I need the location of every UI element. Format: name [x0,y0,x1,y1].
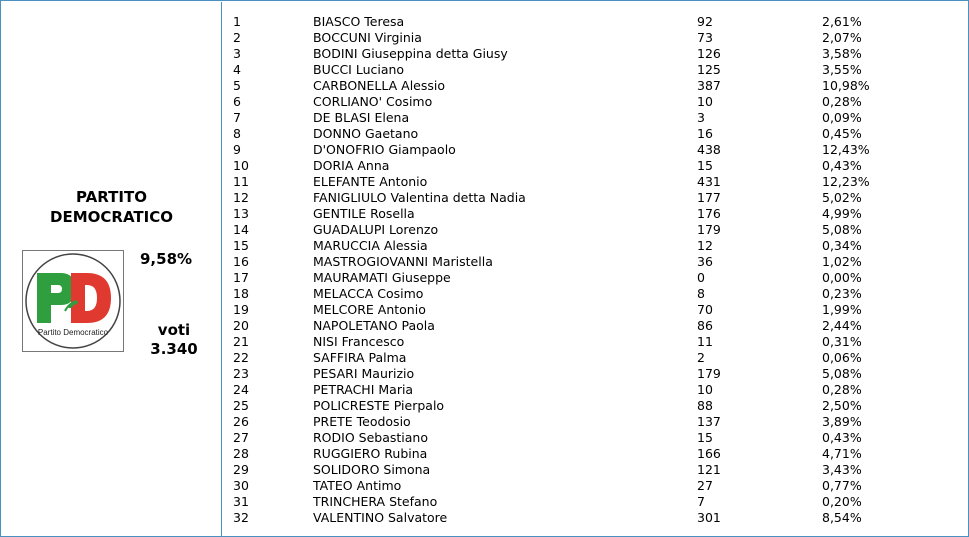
candidate-number: 32 [233,510,249,525]
candidate-votes: 125 [697,62,721,77]
candidate-number: 13 [233,206,249,221]
candidate-name: BUCCI Luciano [313,62,405,77]
candidate-votes: 7 [697,494,705,509]
candidate-name: MELACCA Cosimo [313,286,424,301]
candidate-percentage: 12,43% [822,142,870,157]
party-percentage: 9,58% [140,250,193,268]
candidate-number: 26 [233,414,249,429]
candidate-votes: 179 [697,366,721,381]
table-row [223,478,968,494]
table-row [223,30,968,46]
candidate-percentage: 3,43% [822,462,862,477]
candidate-votes: 121 [697,462,721,477]
candidate-name: NAPOLETANO Paola [313,318,435,333]
candidate-percentage: 12,23% [822,174,870,189]
candidate-percentage: 4,71% [822,446,862,461]
table-row [223,350,968,366]
candidate-name: TATEO Antimo [313,478,402,493]
candidate-percentage: 0,31% [822,334,862,349]
table-row [223,286,968,302]
candidate-votes: 431 [697,174,721,189]
candidate-percentage: 0,20% [822,494,862,509]
candidate-name: BODINI Giuseppina detta Giusy [313,46,508,61]
table-row [223,222,968,238]
candidate-name: SOLIDORO Simona [313,462,431,477]
candidate-number: 15 [233,238,249,253]
party-name-line2: DEMOCRATICO [50,208,173,226]
candidate-votes: 11 [697,334,713,349]
candidate-name: D'ONOFRIO Giampaolo [313,142,456,157]
table-row [223,414,968,430]
candidate-number: 8 [233,126,241,141]
table-row [223,238,968,254]
table-row [223,494,968,510]
table-row [223,94,968,110]
candidate-votes: 8 [697,286,705,301]
candidate-votes: 438 [697,142,721,157]
candidate-votes: 10 [697,94,713,109]
candidate-percentage: 10,98% [822,78,870,93]
candidate-name: ELEFANTE Antonio [313,174,428,189]
candidate-name: RUGGIERO Rubina [313,446,428,461]
candidate-votes: 137 [697,414,721,429]
votes-label: voti [157,321,191,339]
candidate-votes: 73 [697,30,713,45]
candidate-number: 10 [233,158,249,173]
table-row [223,46,968,62]
table-row [223,158,968,174]
candidate-percentage: 1,02% [822,254,862,269]
candidate-number: 24 [233,382,249,397]
candidate-percentage: 2,61% [822,14,862,29]
candidate-percentage: 5,08% [822,222,862,237]
candidate-votes: 179 [697,222,721,237]
candidate-votes: 387 [697,78,721,93]
table-row [223,190,968,206]
candidate-percentage: 3,89% [822,414,862,429]
candidate-name: RODIO Sebastiano [313,430,428,445]
candidate-number: 11 [233,174,249,189]
candidate-name: CARBONELLA Alessio [313,78,446,93]
candidate-votes: 176 [697,206,721,221]
candidate-name: MELCORE Antonio [313,302,426,317]
table-row [223,78,968,94]
table-row [223,462,968,478]
candidate-votes: 88 [697,398,713,413]
candidate-percentage: 0,77% [822,478,862,493]
candidate-percentage: 0,00% [822,270,862,285]
candidate-number: 28 [233,446,249,461]
candidate-votes: 12 [697,238,713,253]
candidate-name: MARUCCIA Alessia [313,238,428,253]
table-row [223,126,968,142]
candidate-votes: 86 [697,318,713,333]
candidate-number: 30 [233,478,249,493]
party-logo [22,250,124,352]
candidate-votes: 177 [697,190,721,205]
table-row [223,446,968,462]
candidate-name: VALENTINO Salvatore [313,510,448,525]
candidate-name: MAURAMATI Giuseppe [313,270,451,285]
party-name [2,187,221,227]
candidate-number: 19 [233,302,249,317]
candidate-votes: 126 [697,46,721,61]
candidate-percentage: 3,58% [822,46,862,61]
candidate-number: 1 [233,14,241,29]
candidate-votes: 10 [697,382,713,397]
table-row [223,366,968,382]
table-row [223,62,968,78]
candidate-percentage: 2,44% [822,318,862,333]
candidate-number: 14 [233,222,249,237]
candidate-name: TRINCHERA Stefano [313,494,438,509]
candidate-votes: 16 [697,126,713,141]
candidate-name: PESARI Maurizio [313,366,415,381]
candidate-number: 5 [233,78,241,93]
candidate-percentage: 0,34% [822,238,862,253]
candidate-votes: 2 [697,350,705,365]
candidate-percentage: 0,43% [822,430,862,445]
candidate-percentage: 3,55% [822,62,862,77]
candidate-votes: 36 [697,254,713,269]
candidate-percentage: 5,02% [822,190,862,205]
table-row [223,318,968,334]
candidate-percentage: 8,54% [822,510,862,525]
candidate-number: 22 [233,350,249,365]
table-row [223,430,968,446]
candidate-votes: 70 [697,302,713,317]
candidate-number: 18 [233,286,249,301]
candidate-number: 3 [233,46,241,61]
candidate-votes: 301 [697,510,721,525]
candidate-name: GUADALUPI Lorenzo [313,222,439,237]
table-row [223,142,968,158]
table-row [223,254,968,270]
candidate-votes: 166 [697,446,721,461]
table-row [223,398,968,414]
table-row [223,510,968,526]
candidate-number: 20 [233,318,249,333]
candidate-percentage: 0,45% [822,126,862,141]
candidate-name: FANIGLIULO Valentina detta Nadia [313,190,526,205]
candidate-percentage: 2,50% [822,398,862,413]
candidate-votes: 15 [697,430,713,445]
candidate-name: PETRACHI Maria [313,382,414,397]
candidate-percentage: 4,99% [822,206,862,221]
candidate-number: 4 [233,62,241,77]
table-row [223,334,968,350]
candidate-name: DONNO Gaetano [313,126,419,141]
candidate-percentage: 5,08% [822,366,862,381]
candidate-name: GENTILE Rosella [313,206,415,221]
logo-text: Partito Democratico [37,328,109,337]
table-row [223,174,968,190]
candidate-number: 31 [233,494,249,509]
party-name-line1: PARTITO [76,188,147,206]
candidate-number: 12 [233,190,249,205]
candidate-percentage: 2,07% [822,30,862,45]
candidate-percentage: 0,06% [822,350,862,365]
party-panel [2,2,222,536]
candidate-percentage: 0,09% [822,110,862,125]
table-row [223,382,968,398]
votes-count: 3.340 [150,340,198,358]
candidate-number: 6 [233,94,241,109]
candidate-number: 21 [233,334,249,349]
candidate-number: 9 [233,142,241,157]
candidate-number: 23 [233,366,249,381]
candidate-name: BIASCO Teresa [313,14,405,29]
candidate-percentage: 0,28% [822,94,862,109]
candidate-name: PRETE Teodosio [313,414,411,429]
candidate-percentage: 0,43% [822,158,862,173]
candidate-name: BOCCUNI Virginia [313,30,422,45]
candidate-name: CORLIANO' Cosimo [313,94,433,109]
candidate-percentage: 0,28% [822,382,862,397]
candidate-percentage: 1,99% [822,302,862,317]
candidate-votes: 92 [697,14,713,29]
candidate-number: 25 [233,398,249,413]
candidate-name: DE BLASI Elena [313,110,410,125]
party-votes [124,321,224,359]
candidate-percentage: 0,23% [822,286,862,301]
candidate-name: MASTROGIOVANNI Maristella [313,254,493,269]
candidate-number: 27 [233,430,249,445]
table-row [223,270,968,286]
candidate-name: DORIA Anna [313,158,390,173]
table-row [223,206,968,222]
candidate-votes: 27 [697,478,713,493]
candidate-number: 2 [233,30,241,45]
pd-logo-icon [23,251,123,351]
candidate-number: 16 [233,254,249,269]
candidate-number: 29 [233,462,249,477]
table-row [223,110,968,126]
table-row [223,14,968,30]
candidate-votes: 15 [697,158,713,173]
candidate-votes: 0 [697,270,705,285]
table-row [223,302,968,318]
candidate-name: POLICRESTE Pierpalo [313,398,445,413]
candidate-name: SAFFIRA Palma [313,350,407,365]
candidate-name: NISI Francesco [313,334,405,349]
candidate-number: 7 [233,110,241,125]
candidate-number: 17 [233,270,249,285]
candidate-votes: 3 [697,110,705,125]
